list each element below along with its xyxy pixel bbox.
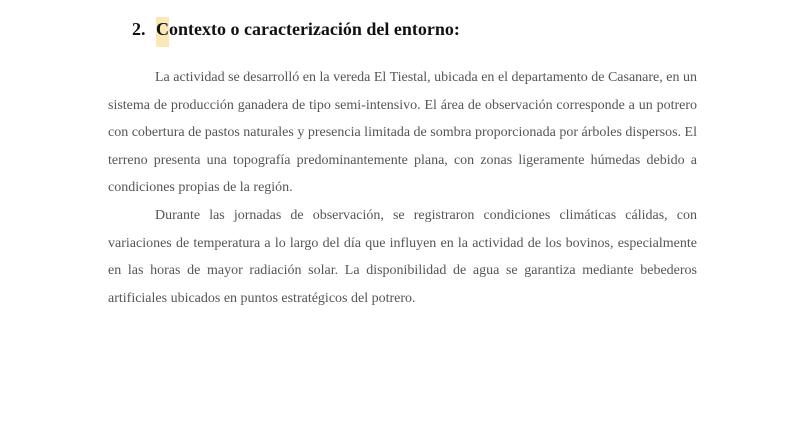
section-title: ontexto o caracterización del entorno:	[169, 19, 460, 39]
text-cursor-highlight[interactable]: C	[156, 17, 169, 47]
section-heading	[132, 17, 460, 41]
section-body	[108, 64, 697, 312]
paragraph-climate[interactable]: Durante las jornadas de observación, se registraron condiciones climáticas cálidas, con variaciones de temperatura a lo largo del día que influyen en la actividad de los bovinos, especialmente en las horas de mayor radiación solar. La disponibilidad de agua se garantiza mediante bebederos artificiales ubicados en puntos estratégicos del potrero.	[108, 207, 697, 306]
section-number: 2.	[132, 19, 146, 39]
paragraph-location[interactable]: La actividad se desarrolló en la vereda El Tiestal, ubicada en el departamento de Casanare, en un sistema de producción ganadera de tipo semi-intensivo. El área de observación corresponde a un potrero con cobertura de pastos naturales y presencia limitada de sombra proporcionada por árboles dispersos. El terreno presenta una topografía predominantemente plana, con zonas ligeramente húmedas debido a condiciones propias de la región.	[108, 70, 697, 196]
